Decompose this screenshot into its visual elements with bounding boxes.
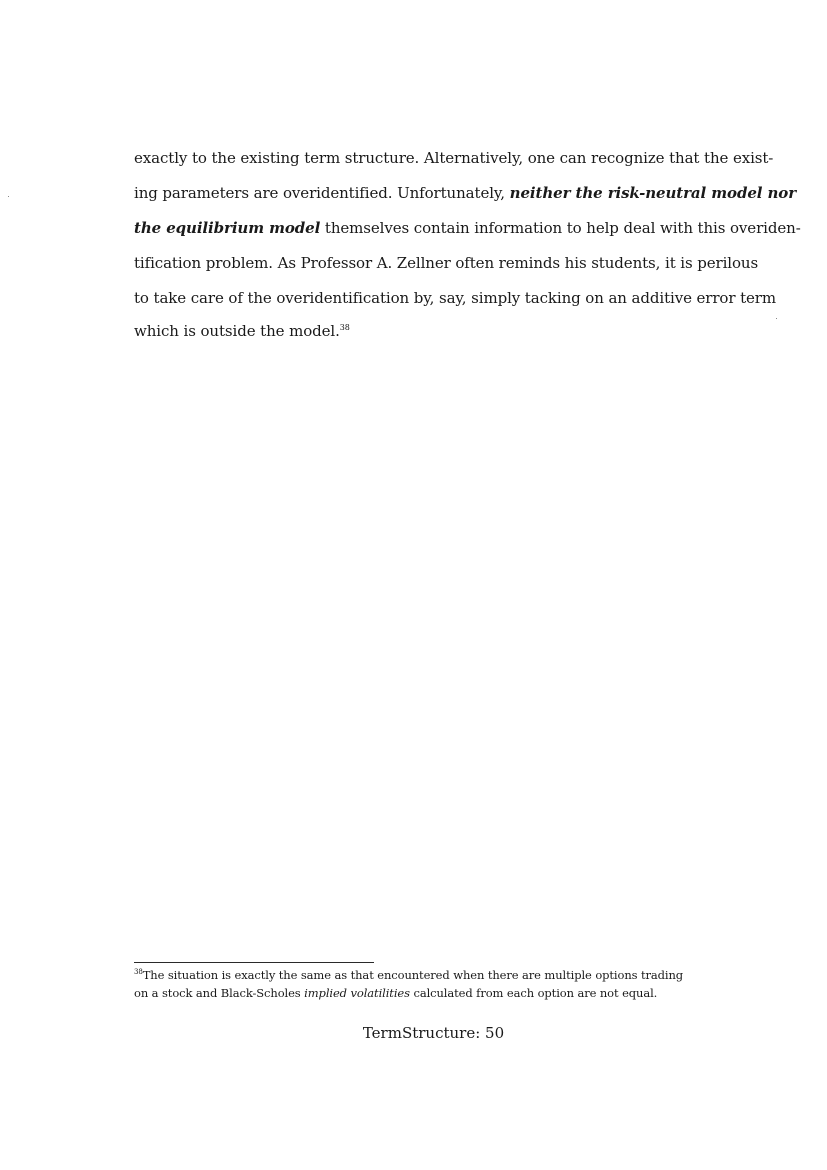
footnote-line-2 [134,985,734,1001]
body-line-2 [134,183,797,203]
body-line-5: to take care of the overidentification by, say, simply tacking on an additive error term [134,289,777,307]
body-line-6 [134,321,735,341]
footnote-reference[interactable]: 38 [339,323,350,332]
body-line-2-text: ing parameters are overidentified. Unfortunately, [134,184,505,202]
scan-speck [776,318,777,319]
footnote-line-2-emphasis: implied volatilities [304,986,410,1000]
body-line-3 [134,218,801,238]
body-line-2-emphasis: neither the risk-neutral model nor [509,184,797,202]
footnote-rule [134,962,374,963]
footnote-line-1 [134,967,734,983]
body-line-4: tification problem. As Professor A. Zellner often reminds his students, it is perilous [134,254,759,272]
body-line-1: exactly to the existing term structure. Alternatively, one can recognize that the exist- [134,149,774,167]
scan-speck [8,196,9,197]
page-number: TermStructure: 50 [362,1024,505,1042]
body-line-6-text: which is outside the model. [134,322,340,340]
body-line-3-emphasis: the equilibrium model [134,219,321,237]
footnote-line-2-end: calculated from each option are not equal. [413,986,658,1000]
body-line-3-text: themselves contain information to help deal with this overiden- [324,219,801,237]
footnote-number: 38 [134,968,143,976]
footnote-line-2-start: on a stock and Black-Scholes [134,986,301,1000]
footnote-line-1-text: The situation is exactly the same as that encountered when there are multiple options trading [142,968,684,982]
